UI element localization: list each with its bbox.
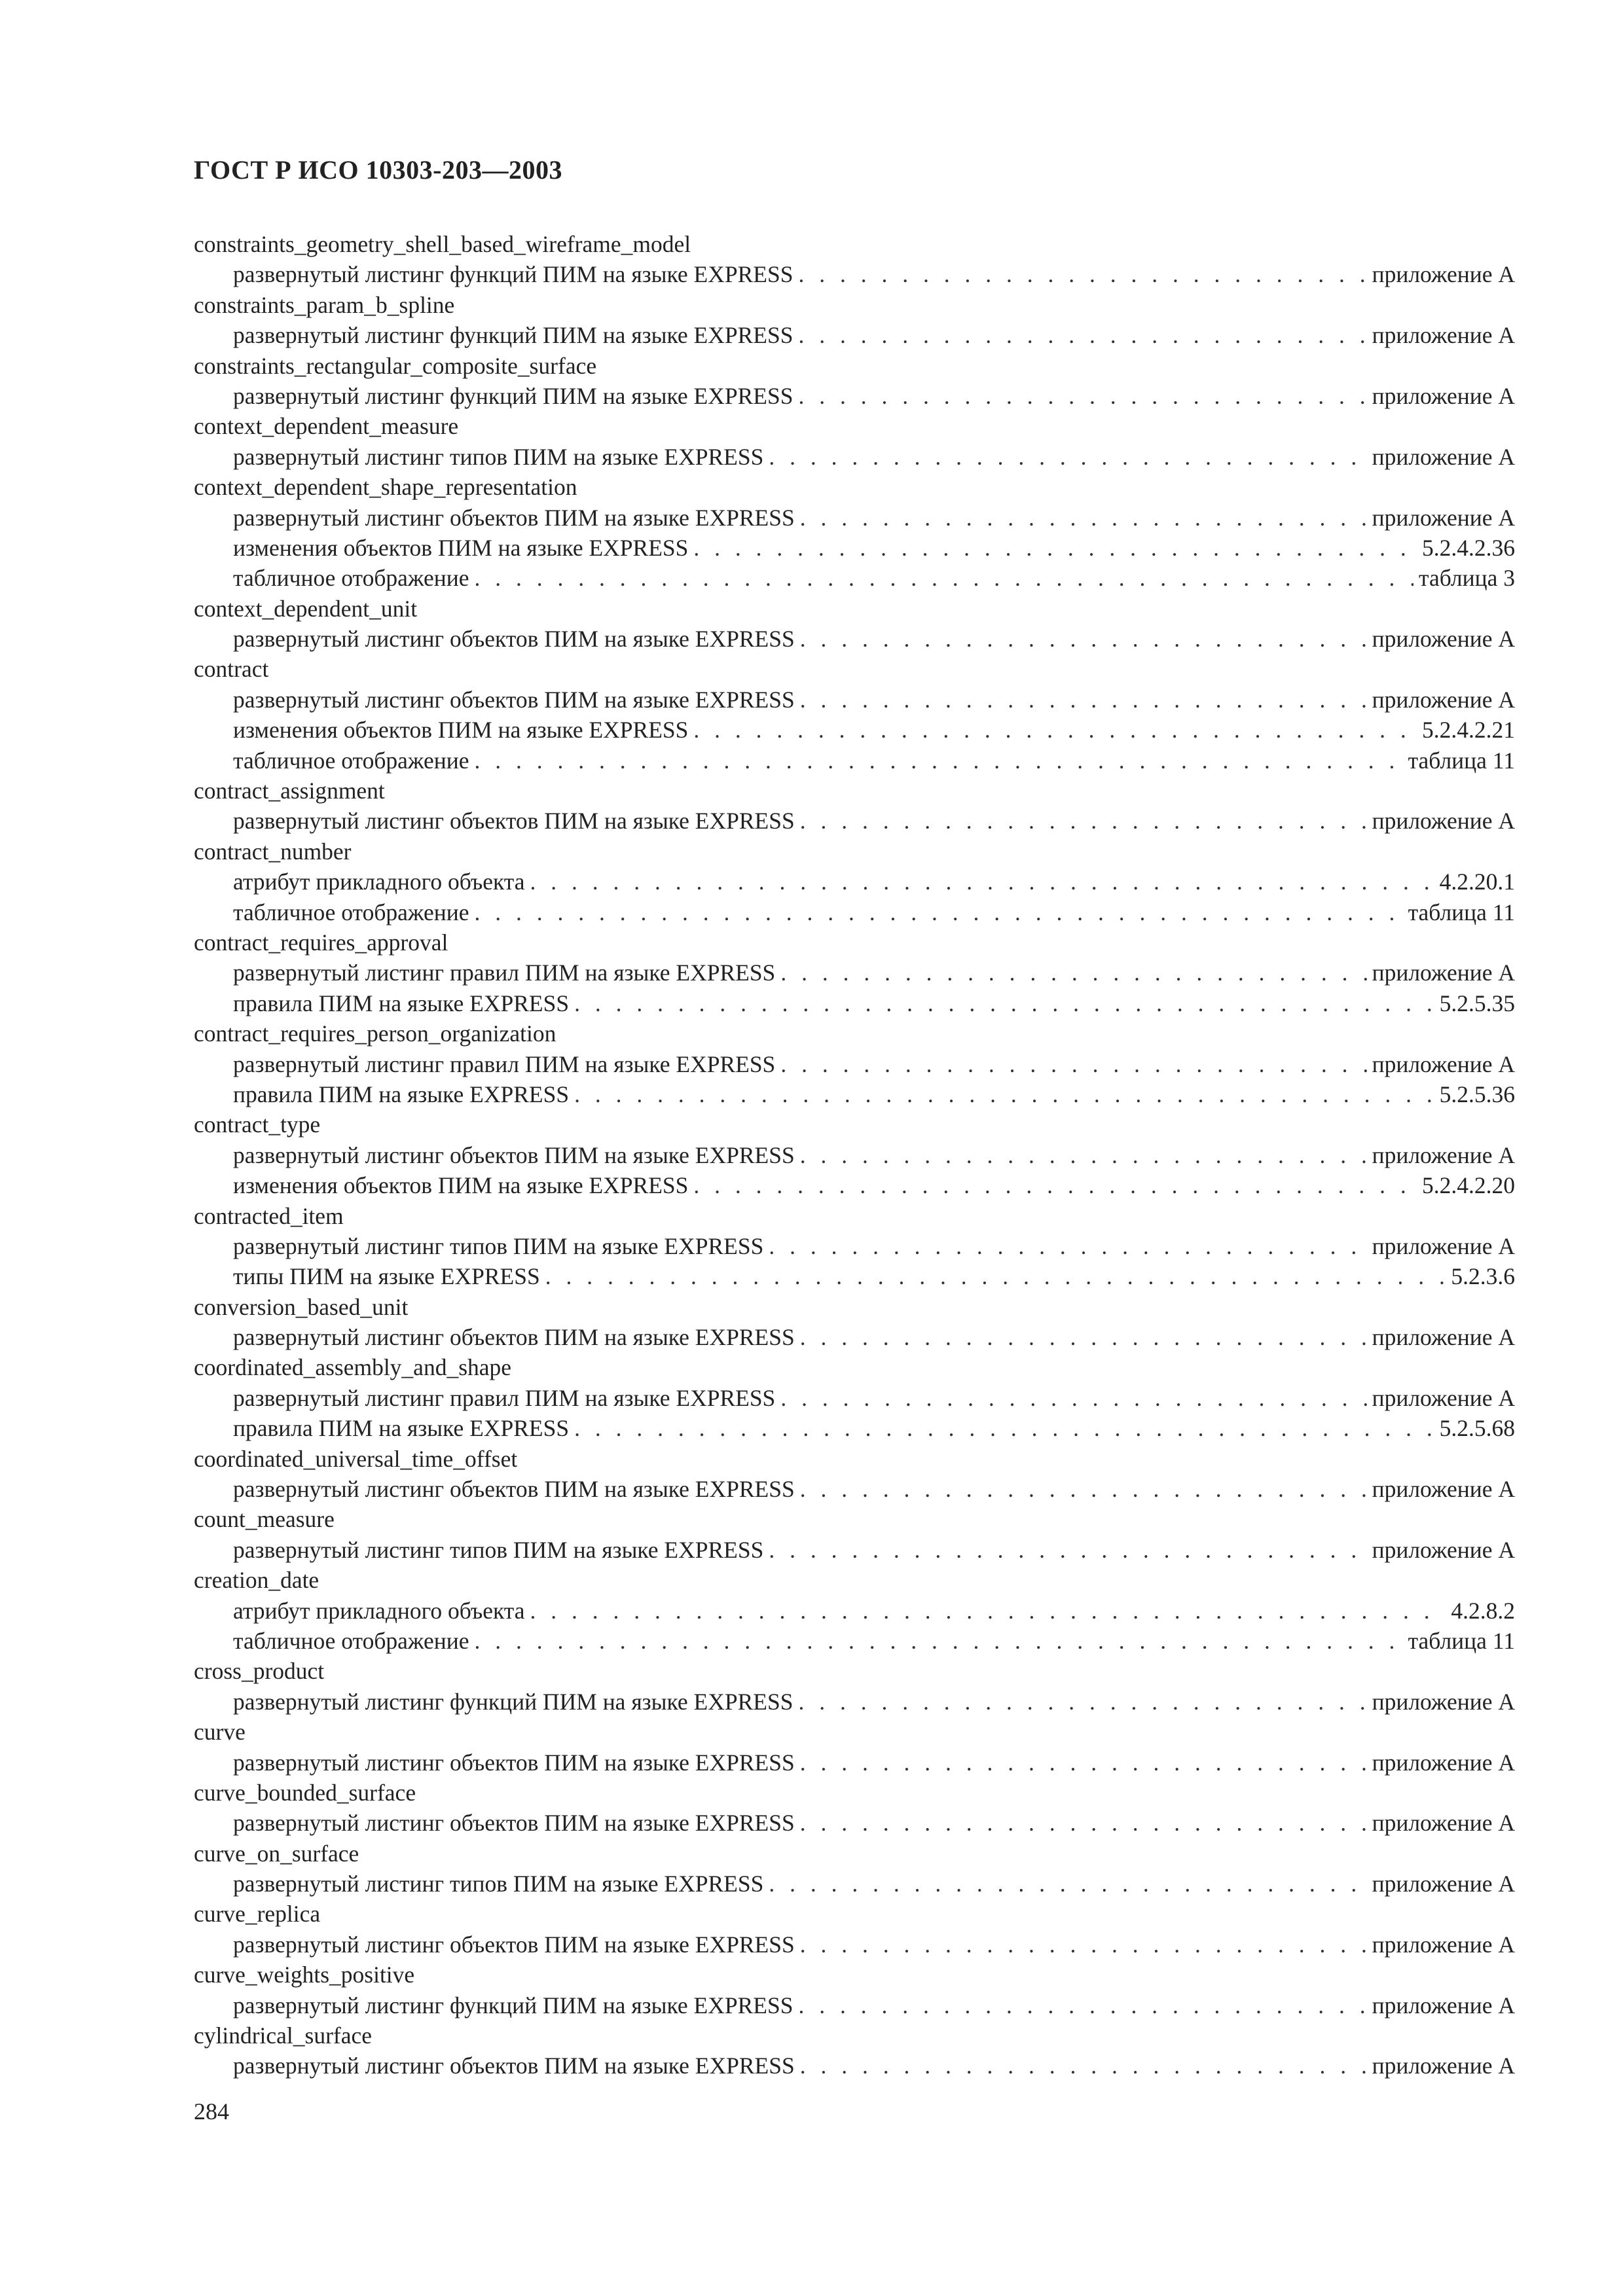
dot-leader <box>769 1869 1366 1899</box>
index-reference-line <box>194 320 1515 350</box>
index-reference-line <box>194 1748 1515 1778</box>
reference-description: развернутый листинг объектов ПИМ на языке EXPRESS <box>233 808 795 834</box>
reference-description: табличное отображение <box>233 747 469 774</box>
reference-description: развернутый листинг объектов ПИМ на языке EXPRESS <box>233 1141 795 1168</box>
reference-description: развернутый листинг правил ПИМ на языке EXPRESS <box>233 960 776 986</box>
index-reference-line <box>194 1596 1515 1626</box>
reference-target: приложение А <box>1372 1992 1515 2018</box>
index-reference-line <box>194 1474 1515 1504</box>
reference-target: приложение А <box>1372 382 1515 409</box>
index-reference-line <box>194 1140 1515 1170</box>
index-reference-line <box>194 1687 1515 1717</box>
index-term: cross_product <box>194 1658 325 1685</box>
reference-target: таблица 11 <box>1408 747 1515 774</box>
index-reference-line <box>194 624 1515 654</box>
reference-target: 4.2.8.2 <box>1451 1597 1515 1624</box>
reference-description: изменения объектов ПИМ на языке EXPRESS <box>233 717 689 744</box>
dot-leader <box>800 1140 1367 1170</box>
dot-leader <box>693 533 1417 563</box>
index-reference-line <box>194 1626 1515 1656</box>
index-reference-line <box>194 897 1515 927</box>
reference-description: развернутый листинг типов ПИМ на языке EXPRESS <box>233 1232 764 1259</box>
reference-target: таблица 11 <box>1408 899 1515 925</box>
index-term: contracted_item <box>194 1202 344 1229</box>
reference-target: приложение А <box>1372 960 1515 986</box>
index-term: coordinated_universal_time_offset <box>194 1445 518 1472</box>
index-term: context_dependent_shape_representation <box>194 474 577 501</box>
reference-target: приложение А <box>1372 808 1515 834</box>
dot-leader <box>780 1049 1366 1079</box>
dot-leader <box>798 320 1366 350</box>
dot-leader <box>800 1748 1367 1778</box>
page-number: 284 <box>194 2098 229 2125</box>
reference-description: развернутый листинг объектов ПИМ на языке EXPRESS <box>233 2053 795 2079</box>
dot-leader <box>800 1808 1367 1838</box>
reference-description: развернутый листинг правил ПИМ на языке EXPRESS <box>233 1384 776 1411</box>
dot-leader <box>474 897 1402 927</box>
dot-leader <box>530 867 1434 897</box>
reference-target: 5.2.5.35 <box>1439 990 1515 1016</box>
index-reference-line <box>194 1079 1515 1109</box>
reference-description: развернутый листинг объектов ПИМ на языке EXPRESS <box>233 1324 795 1351</box>
index-term: contract_type <box>194 1111 321 1138</box>
index-reference-line <box>194 1231 1515 1261</box>
dot-leader <box>800 503 1367 533</box>
reference-target: приложение А <box>1372 1232 1515 1259</box>
dot-leader <box>800 1929 1367 1960</box>
index-reference-line <box>194 259 1515 289</box>
index-term: count_measure <box>194 1506 335 1533</box>
index-reference-line <box>194 1413 1515 1443</box>
index-reference-line <box>194 685 1515 715</box>
index-term: conversion_based_unit <box>194 1293 409 1320</box>
reference-description: развернутый листинг типов ПИМ на языке EXPRESS <box>233 1536 764 1563</box>
index-term: curve <box>194 1719 246 1746</box>
index-term: context_dependent_measure <box>194 413 459 440</box>
dot-leader <box>769 442 1366 472</box>
dot-leader <box>769 1231 1366 1261</box>
reference-description: изменения объектов ПИМ на языке EXPRESS <box>233 1172 689 1199</box>
reference-target: приложение А <box>1372 1384 1515 1411</box>
index-reference-line <box>194 1049 1515 1079</box>
index-term: contract <box>194 656 269 683</box>
dot-leader <box>800 1474 1367 1504</box>
reference-description: развернутый листинг объектов ПИМ на языке EXPRESS <box>233 686 795 713</box>
reference-description: развернутый листинг функций ПИМ на языке EXPRESS <box>233 322 793 349</box>
reference-target: 5.2.4.2.21 <box>1422 717 1515 744</box>
dot-leader <box>798 381 1366 411</box>
index-reference-line <box>194 381 1515 411</box>
reference-target: 4.2.20.1 <box>1439 869 1515 895</box>
reference-description: развернутый листинг типов ПИМ на языке EXPRESS <box>233 1871 764 1897</box>
reference-target: приложение А <box>1372 1810 1515 1837</box>
reference-target: приложение А <box>1372 443 1515 470</box>
dot-leader <box>474 563 1413 593</box>
dot-leader <box>769 1535 1366 1565</box>
reference-description: развернутый листинг функций ПИМ на языке EXPRESS <box>233 1688 793 1715</box>
reference-target: 5.2.4.2.20 <box>1422 1172 1515 1199</box>
reference-description: развернутый листинг объектов ПИМ на языке EXPRESS <box>233 1749 795 1776</box>
reference-description: развернутый листинг правил ПИМ на языке EXPRESS <box>233 1050 776 1077</box>
index-reference-line <box>194 533 1515 563</box>
dot-leader <box>780 958 1366 988</box>
index-reference-line <box>194 503 1515 533</box>
reference-description: развернутый листинг объектов ПИМ на языке EXPRESS <box>233 1810 795 1837</box>
reference-target: приложение А <box>1372 1050 1515 1077</box>
index-term: constraints_param_b_spline <box>194 291 455 318</box>
index-reference-line <box>194 2051 1515 2081</box>
index-reference-line <box>194 442 1515 472</box>
reference-description: развернутый листинг типов ПИМ на языке EXPRESS <box>233 443 764 470</box>
reference-target: приложение А <box>1372 261 1515 288</box>
index-term: constraints_rectangular_composite_surface <box>194 352 597 379</box>
reference-target: приложение А <box>1372 1476 1515 1503</box>
index-reference-line <box>194 1322 1515 1352</box>
index-reference-line <box>194 1869 1515 1899</box>
reference-description: табличное отображение <box>233 1627 469 1654</box>
reference-target: приложение А <box>1372 626 1515 653</box>
dot-leader <box>530 1596 1446 1626</box>
index-reference-line <box>194 715 1515 745</box>
reference-target: приложение А <box>1372 322 1515 349</box>
reference-target: приложение А <box>1372 1871 1515 1897</box>
index-term: curve_bounded_surface <box>194 1779 416 1806</box>
index-term: contract_number <box>194 838 352 865</box>
dot-leader <box>780 1383 1366 1413</box>
reference-description: правила ПИМ на языке EXPRESS <box>233 1415 570 1442</box>
page-header: ГОСТ Р ИСО 10303-203—2003 <box>194 155 562 185</box>
reference-target: приложение А <box>1372 2053 1515 2079</box>
index-term: curve_on_surface <box>194 1840 359 1867</box>
index-term: contract_requires_person_organization <box>194 1020 556 1047</box>
index-term: creation_date <box>194 1567 319 1594</box>
reference-description: табличное отображение <box>233 899 469 925</box>
dot-leader <box>474 745 1402 776</box>
index-list <box>194 229 1515 2081</box>
reference-target: приложение А <box>1372 1688 1515 1715</box>
reference-description: атрибут прикладного объекта <box>233 869 525 895</box>
index-term: context_dependent_unit <box>194 595 418 622</box>
dot-leader <box>798 259 1366 289</box>
dot-leader <box>474 1626 1402 1656</box>
index-reference-line <box>194 806 1515 836</box>
dot-leader <box>574 988 1434 1018</box>
reference-target: приложение А <box>1372 1141 1515 1168</box>
index-reference-line <box>194 1535 1515 1565</box>
index-reference-line <box>194 1990 1515 2020</box>
index-reference-line <box>194 1383 1515 1413</box>
index-term: contract_requires_approval <box>194 929 448 956</box>
reference-description: развернутый листинг функций ПИМ на языке EXPRESS <box>233 261 793 288</box>
index-reference-line <box>194 988 1515 1018</box>
index-term: curve_weights_positive <box>194 1962 415 1988</box>
index-term: contract_assignment <box>194 778 385 804</box>
index-reference-line <box>194 563 1515 593</box>
index-reference-line <box>194 867 1515 897</box>
reference-target: приложение А <box>1372 686 1515 713</box>
reference-description: развернутый листинг объектов ПИМ на языке EXPRESS <box>233 1931 795 1958</box>
reference-description: атрибут прикладного объекта <box>233 1597 525 1624</box>
dot-leader <box>800 1322 1367 1352</box>
dot-leader <box>693 1170 1417 1200</box>
dot-leader <box>800 2051 1367 2081</box>
reference-target: 5.2.4.2.36 <box>1422 534 1515 561</box>
reference-description: типы ПИМ на языке EXPRESS <box>233 1263 540 1290</box>
dot-leader <box>798 1687 1366 1717</box>
reference-description: развернутый листинг объектов ПИМ на языке EXPRESS <box>233 504 795 531</box>
index-term: curve_replica <box>194 1901 321 1928</box>
reference-target: таблица 11 <box>1408 1627 1515 1654</box>
dot-leader <box>800 624 1367 654</box>
index-term: constraints_geometry_shell_based_wireframe_model <box>194 231 691 257</box>
index-reference-line <box>194 1929 1515 1960</box>
dot-leader <box>800 685 1367 715</box>
dot-leader <box>574 1413 1434 1443</box>
dot-leader <box>693 715 1417 745</box>
index-reference-line <box>194 1261 1515 1291</box>
reference-description: правила ПИМ на языке EXPRESS <box>233 1081 570 1107</box>
index-term: coordinated_assembly_and_shape <box>194 1354 512 1381</box>
reference-target: 5.2.3.6 <box>1451 1263 1515 1290</box>
reference-description: табличное отображение <box>233 565 469 592</box>
index-reference-line <box>194 1808 1515 1838</box>
reference-description: развернутый листинг функций ПИМ на языке EXPRESS <box>233 382 793 409</box>
dot-leader <box>798 1990 1366 2020</box>
reference-target: 5.2.5.68 <box>1439 1415 1515 1442</box>
dot-leader <box>574 1079 1434 1109</box>
reference-target: 5.2.5.36 <box>1439 1081 1515 1107</box>
reference-description: изменения объектов ПИМ на языке EXPRESS <box>233 534 689 561</box>
index-reference-line <box>194 745 1515 776</box>
index-reference-line <box>194 958 1515 988</box>
reference-description: развернутый листинг функций ПИМ на языке EXPRESS <box>233 1992 793 2018</box>
reference-description: развернутый листинг объектов ПИМ на языке EXPRESS <box>233 626 795 653</box>
reference-target: приложение А <box>1372 504 1515 531</box>
reference-target: таблица 3 <box>1419 565 1515 592</box>
reference-target: приложение А <box>1372 1536 1515 1563</box>
reference-target: приложение А <box>1372 1931 1515 1958</box>
dot-leader <box>545 1261 1446 1291</box>
index-reference-line <box>194 1170 1515 1200</box>
index-term: cylindrical_surface <box>194 2022 373 2049</box>
reference-description: развернутый листинг объектов ПИМ на языке EXPRESS <box>233 1476 795 1503</box>
reference-target: приложение А <box>1372 1324 1515 1351</box>
reference-description: правила ПИМ на языке EXPRESS <box>233 990 570 1016</box>
reference-target: приложение А <box>1372 1749 1515 1776</box>
dot-leader <box>800 806 1367 836</box>
